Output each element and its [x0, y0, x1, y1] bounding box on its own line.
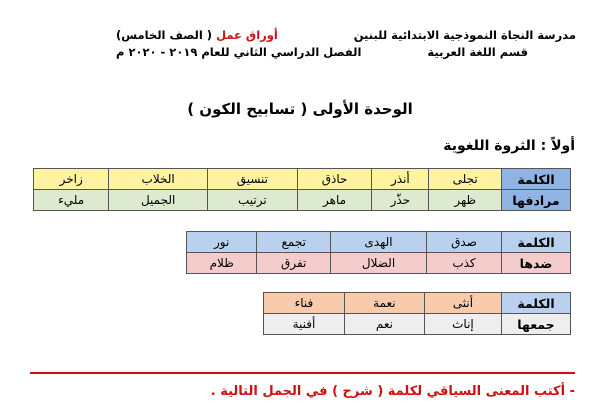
antonym-cell: ظلام: [187, 253, 257, 274]
synonym-cell: الجميل: [109, 190, 208, 211]
word-cell: أنذر: [372, 169, 429, 190]
synonyms-words-row: [34, 169, 571, 190]
plurals-values-row: [264, 314, 571, 335]
word-cell: نعمة: [344, 293, 424, 314]
synonyms-table: [33, 168, 571, 211]
table-label-word: الكلمة: [502, 232, 571, 253]
word-cell: تجمع: [257, 232, 331, 253]
word-cell: فناء: [264, 293, 345, 314]
antonym-cell: كذب: [426, 253, 501, 274]
unit-title: الوحدة الأولى ( تسابيح الكون ): [187, 100, 413, 118]
synonym-cell: حذّر: [372, 190, 429, 211]
synonym-cell: ترتيب: [207, 190, 297, 211]
plural-cell: إناث: [424, 314, 501, 335]
synonym-cell: ماهر: [297, 190, 371, 211]
instruction-text: - أكتب المعنى السياقي لكلمة ( شرح ) في الجمل التالية .: [210, 384, 575, 399]
antonyms-words-row: [187, 232, 571, 253]
plural-cell: نعم: [344, 314, 424, 335]
plurals-table: [263, 292, 571, 335]
word-cell: الخلاب: [109, 169, 208, 190]
word-cell: صدق: [426, 232, 501, 253]
word-cell: نور: [187, 232, 257, 253]
word-cell: تجلى: [429, 169, 502, 190]
antonym-cell: الضلال: [331, 253, 427, 274]
table-label-synonym: مرادفها: [502, 190, 571, 211]
word-cell: الهدى: [331, 232, 427, 253]
word-cell: أنثى: [424, 293, 501, 314]
synonym-cell: مليء: [34, 190, 109, 211]
antonyms-values-row: [187, 253, 571, 274]
word-cell: زاخر: [34, 169, 109, 190]
synonyms-values-row: [34, 190, 571, 211]
term-label: الفصل الدراسي الثاني للعام ٢٠١٩ - ٢٠٢٠ م: [116, 45, 362, 59]
plurals-words-row: [264, 293, 571, 314]
plural-cell: أفنية: [264, 314, 345, 335]
table-label-word: الكلمة: [502, 293, 571, 314]
word-cell: حاذق: [297, 169, 371, 190]
section-divider: [30, 372, 575, 374]
synonym-cell: ظهر: [429, 190, 502, 211]
antonyms-table: [186, 231, 571, 274]
word-cell: تنسيق: [207, 169, 297, 190]
department-name: قسم اللغة العربية: [427, 45, 528, 59]
section-heading: أولاً : الثروة اللغوية: [443, 138, 575, 154]
table-label-antonym: ضدها: [502, 253, 571, 274]
school-name: مدرسة النجاة النموذجية الابتدائية للبنين: [353, 28, 576, 42]
table-label-plural: جمعها: [502, 314, 571, 335]
worksheet-prefix: أوراق عمل: [216, 28, 278, 42]
grade-label: ( الصف الخامس): [116, 28, 213, 42]
worksheet-title: [116, 28, 278, 42]
antonym-cell: تفرق: [257, 253, 331, 274]
table-label-word: الكلمة: [502, 169, 571, 190]
